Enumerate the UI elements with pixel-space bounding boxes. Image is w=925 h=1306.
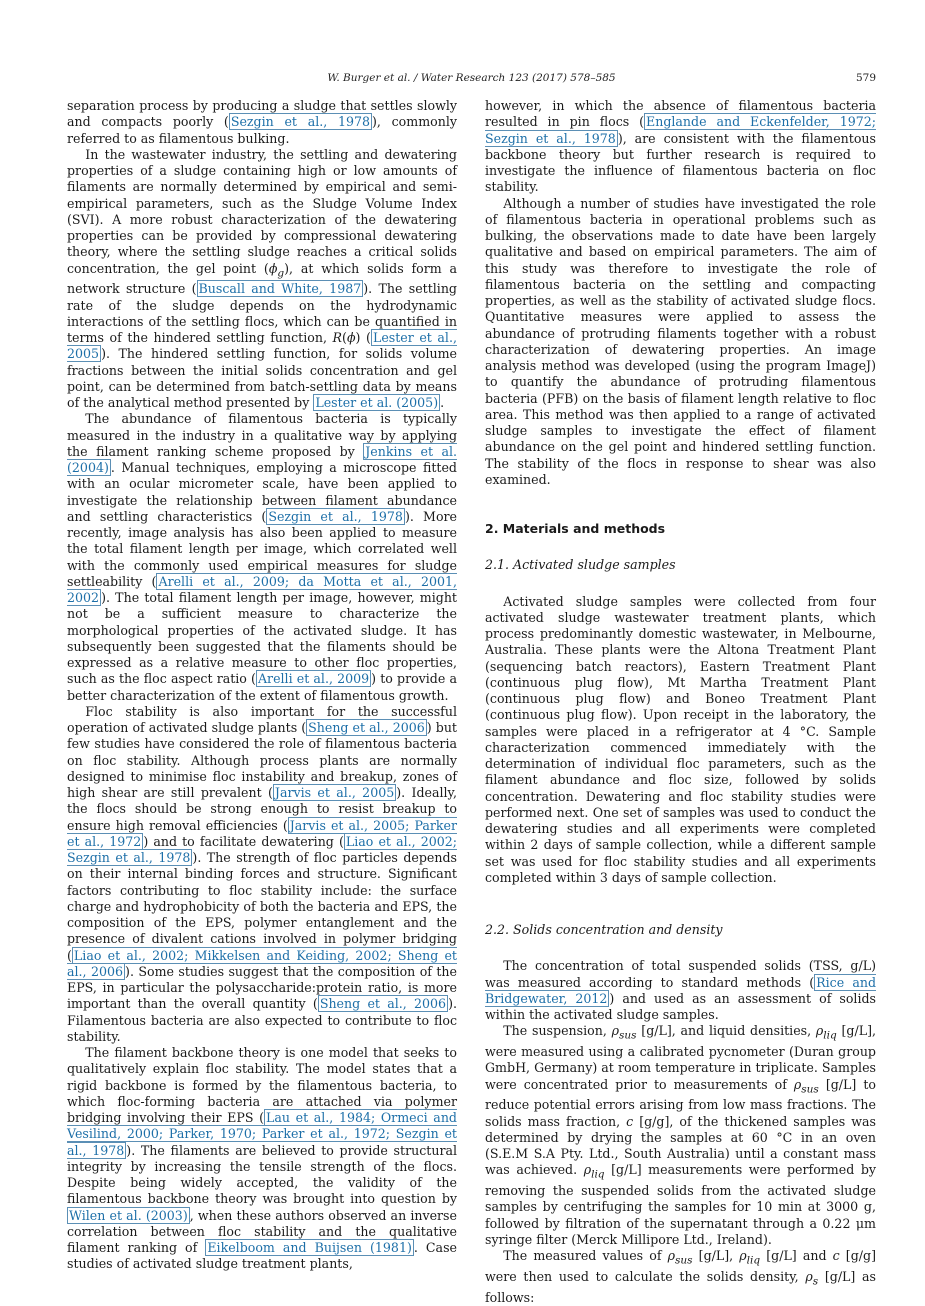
section-2-1-body — [485, 594, 876, 887]
math-variable: ρ — [611, 1023, 619, 1039]
body-paragraph: however, in which the absence of filamentous bacteria resulted in pin flocs ( Englande and Eckenfelder, 1972; Sezgin et al., 1978 ), are consistent with the filamentous backbone theory but further research is required to investigate the influence of filamentous bacteria on floc stability. — [485, 98, 876, 195]
citation-link[interactable]: Arelli et al., 2009 — [257, 671, 370, 687]
math-variable: ρ — [667, 1248, 675, 1264]
subsection-heading: 2.2. Solids concentration and density — [485, 922, 723, 937]
body-paragraph: The measured values of $\rho_{sus}$ [g/L], $\rho_{liq}$ [g/L] and c [g/g] were then used to calculate the solids density, $\rho_s$ [g/L] as follows: — [485, 1248, 876, 1305]
citation-link[interactable]: Liao et al., 2002; Sezgin et al., 1978 — [67, 833, 457, 866]
citation-link[interactable]: Rice and Bridgewater, 2012 — [485, 974, 876, 1006]
citation-link[interactable]: Jarvis et al., 2005 — [274, 785, 395, 801]
left-column — [67, 98, 457, 1273]
citation-link[interactable]: Jenkins et al. (2004) — [67, 443, 457, 476]
body-paragraph: Floc stability is also important for the successful operation of activated sludge plants ( Sheng et al., 2006 ) but few studies have considered the role of filamentous bacteria on floc stability. Although process plants are normally designed to minimise floc instability and breakup, zones of high shear are still prevalent ( Jarvis et al., 2005 ). Ideally, the flocs should be strong enough to resist breakup to ensure high removal efficiencies ( Jarvis et al., 2005; Parker et al., 1972 ) and to facilitate dewatering ( Liao et al., 2002; Sezgin et al., 1978 ). The strength of floc particles depends on their internal binding forces and structure. Significant factors contributing to floc stability include: the surface charge and hydrophobicity of both the bacteria and EPS, the composition of the EPS, polymer entanglement and the presence of divalent cations involved in polymer bridging ( Liao et al., 2002; Mikkelsen and Keiding, 2002; Sheng et al., 2006 ). Some studies suggest that the composition of the EPS, in particular the polysaccharide:protein ratio, is more important than the overall quantity ( Sheng et al., 2006 ). Filamentous bacteria are also expected to contribute to floc stability. — [67, 703, 457, 1044]
body-paragraph: The abundance of filamentous bacteria is typically measured in the industry in a qualitative way by applying the filament ranking scheme proposed by Jenkins et al. (2004) . Manual techniques, employing a microscope fitted with an ocular micrometer scale, have been applied to investigate the relationship between filament abundance and settling characteristics ( Sezgin et al., 1978 ). More recently, image analysis has also been applied to measure the total filament length per image, which correlated well with the commonly used empirical measures for sludge settleability ( Arelli et al., 2009; da Motta et al., 2001, 2002 ). The total filament length per image, however, might not be a sufficient measure to characterize the morphological properties of the activated sludge. It has subsequently been suggested that the filaments should be expressed as a relative measure to other floc properties, such as the floc aspect ratio ( Arelli et al., 2009 ) to provide a better characterization of the extent of filamentous growth. — [67, 411, 457, 703]
citation-link[interactable]: Liao et al., 2002; Mikkelsen and Keiding, 2002; Sheng et al., 2006 — [67, 947, 457, 979]
citation-link[interactable]: Eikelboom and Buijsen (1981) — [207, 1240, 412, 1256]
citation-link[interactable]: Lester et al. (2005) — [315, 395, 439, 411]
page-number: 579 — [855, 72, 876, 84]
citation-link[interactable]: Lester et al., 2005 — [67, 330, 457, 362]
body-paragraph: separation process by producing a sludge that settles slowly and compacts poorly ( Sezgin et al., 1978 ), commonly referred to as filamentous bulking. — [67, 98, 457, 146]
math-variable: c — [626, 1113, 634, 1129]
body-paragraph: In the wastewater industry, the settling and dewatering properties of a sludge containing high or low amounts of filaments are normally determined by empirical and semi-empirical parameters, such as the Sludge Volume Index (SVI). A more robust characterization of the dewatering properties can be provided by compressional dewatering theory, where the settling sludge reaches a critical solids concentration, the gel point $(\phi_g)$, at which solids form a network structure ( Buscall and White, 1987 ). The settling rate of the sludge depends on the hydrodynamic interactions of the settling flocs, which can be quantified in terms of the hindered settling function, R(ϕ) ( Lester et al., 2005 ). The hindered settling function, for solids volume fractions between the initial solids concentration and gel point, can be determined from batch-settling data by means of the analytical method presented by Lester et al. (2005) . — [67, 146, 457, 411]
citation-link[interactable]: Arelli et al., 2009; da Motta et al., 2001, 2002 — [67, 573, 457, 606]
math-variable: ρ — [805, 1268, 813, 1284]
math-variable: ρ — [583, 1162, 592, 1178]
math-variable: ρ — [739, 1248, 747, 1264]
math-variable: ϕ — [268, 260, 278, 276]
math-variable: ϕ — [346, 330, 356, 346]
citation-link[interactable]: Sezgin et al., 1978 — [268, 508, 403, 524]
subsection-heading: 2.1. Activated sludge samples — [485, 557, 676, 573]
right-column — [485, 98, 876, 1306]
citation-link[interactable]: Buscall and White, 1987 — [198, 281, 362, 297]
page-header — [67, 72, 876, 88]
section-2-2-body — [485, 958, 876, 1306]
citation-link[interactable]: Lau et al., 1984; Ormeci and Vesilind, 2000; Parker, 1970; Parker et al., 1972; Sezgin et al., 1978 — [67, 1110, 457, 1158]
intro-continuation — [485, 98, 876, 488]
math-variable: R — [332, 330, 343, 346]
body-paragraph: The filament backbone theory is one model that seeks to qualitatively explain floc stability. The model states that a rigid backbone is formed by the filamentous bacteria, to which floc-forming bacteria are attached via polymer bridging involving their EPS ( Lau et al., 1984; Ormeci and Vesilind, 2000; Parker, 1970; Parker et al., 1972; Sezgin et al., 1978 ). The filaments are believed to provide structural integrity by increasing the tensile strength of the flocs. Despite being widely accepted, the validity of the filamentous backbone theory was brought into question by Wilen et al. (2003) , when these authors observed an inverse correlation between floc stability and the qualitative filament ranking of Eikelboom and Buijsen (1981) . Case studies of activated sludge treatment plants, — [67, 1045, 457, 1272]
citation-link[interactable]: Wilen et al. (2003) — [69, 1207, 188, 1223]
body-paragraph: Although a number of studies have investigated the role of filamentous bacteria in operational problems such as bulking, the observations made to date have been largely qualitative and based on empirical parameters. The aim of this study was therefore to investigate the role of filamentous bacteria on the settling and compacting properties, as well as the stability of activated sludge flocs. Quantitative measures were applied to assess the abundance of protruding filaments together with a robust characterization of dewatering properties. An image analysis method was developed (using the program ImageJ) to quantify the abundance of protruding filamentous bacteria (PFB) on the basis of filament length relative to floc area. This method was then applied to a range of activated sludge samples to investigate the effect of filament abundance on the gel point and hindered settling function. The stability of the flocs in response to shear was also examined. — [485, 195, 876, 487]
citation-link[interactable]: Jarvis et al., 2005; Parker et al., 1972 — [67, 817, 457, 849]
body-paragraph: The concentration of total suspended solids (TSS, g/L) was measured according to standard methods ( Rice and Bridgewater, 2012 ) and used as an assessment of solids within the activated sludge samples. — [485, 958, 877, 1022]
running-head: W. Burger et al. / Water Research 123 (2017) 578–585 — [327, 72, 616, 84]
body-paragraph: The suspension, $\rho_{sus}$ [g/L], and liquid densities, $\rho_{liq}$ [g/L], were measured using a calibrated pycnometer (Duran group GmbH, Germany) at room temperature in triplicate. Samples were concentrated prior to measurements of $\rho_{sus}$ [g/L] to reduce potential errors arising from low mass fractions. The solids mass fraction, c [g/g], of the thickened samples was determined by drying the samples at 60 °C in an oven (S.E.M S.A Pty. Ltd., South Australia) until a constant mass was achieved. $\rho_{liq}$ [g/L] measurements were performed by removing the suspended solids from the activated sludge samples by centrifuging the samples for 10 min at 3000 g, followed by filtration of the supernatant through a 0.22 μm syringe filter (Merck Millipore Ltd., Ireland). — [485, 1023, 877, 1247]
citation-link[interactable]: Sezgin et al., 1978 — [230, 114, 370, 130]
body-paragraph: Activated sludge samples were collected from four activated sludge wastewater treatment plants, which process predominantly domestic wastewater, in Melbourne, Australia. These plants were the Altona Treatment Plant (sequencing batch reactors), Eastern Treatment Plant (continuous plug flow), Mt Martha Treatment Plant (continuous plug flow) and Boneo Treatment Plant (continuous plug flow). Upon receipt in the laboratory, the samples were placed in a refrigerator at 4 °C. Sample characterization commenced immediately with the determination of individual floc parameters, such as the filament abundance and floc size, followed by solids concentration. Dewatering and floc stability studies were performed next. One set of samples was used to conduct the dewatering studies and all experiments were completed within 2 days of sample collection, while a different sample set was used for floc stability studies and all experiments completed within 3 days of sample collection. — [485, 593, 876, 885]
citation-link[interactable]: Sheng et al., 2006 — [319, 996, 447, 1012]
section-heading: 2. Materials and methods — [485, 521, 666, 536]
math-variable: ρ — [815, 1023, 824, 1039]
math-variable: c — [832, 1248, 840, 1264]
math-variable: ρ — [793, 1076, 802, 1092]
citation-link[interactable]: Englande and Eckenfelder, 1972; Sezgin et al., 1978 — [485, 114, 876, 146]
citation-link[interactable]: Sheng et al., 2006 — [308, 720, 425, 736]
